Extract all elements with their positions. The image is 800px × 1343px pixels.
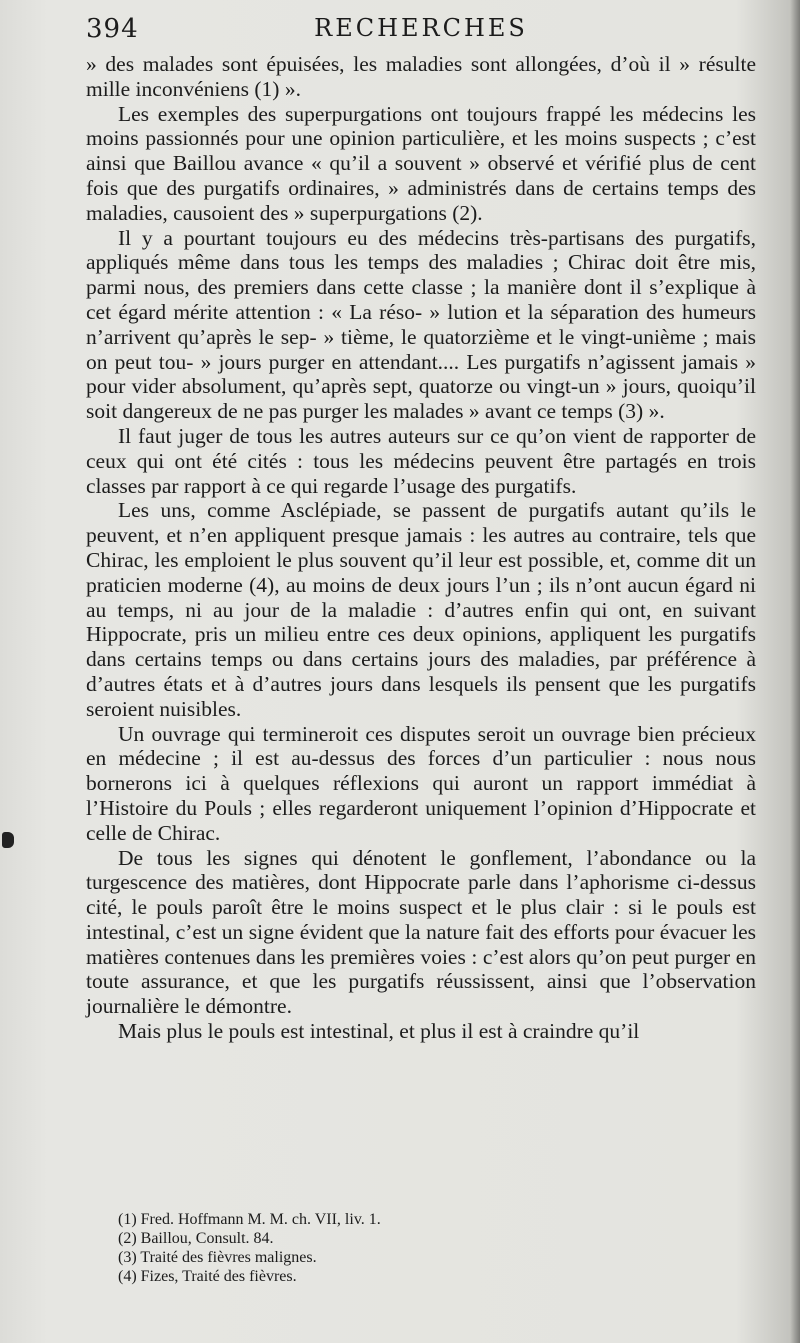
paragraph-4: Il faut juger de tous les autres auteurs sur ce qu’on vient de rapporter de ceux qui ont été cités : tous les médecins peuvent être partagés en trois classes par rapport à ce qui regarde l’usage des purgatifs. [86, 423, 756, 498]
paragraph-6: Un ouvrage qui termineroit ces disputes seroit un ouvrage bien précieux en médecine ; il est au-dessus des forces d’un particulier : nous nous bornerons ici à quelques réflexions qui auront un rapport immédiat à l’Histoire du Pouls ; elles regarderont uniquement l’opinion d’Hippocrate et celle de Chirac. [86, 721, 756, 845]
paragraph-8: Mais plus le pouls est intestinal, et plus il est à craindre qu’il [118, 1019, 640, 1044]
paragraph-2: Les exemples des superpurgations ont toujours frappé les médecins les moins passionnés pour une opinion particulière, et les moins suspects ; c’est ainsi que Baillou avance « qu’il a souvent » observé et vérifié plus de cent fois que des purgatifs ordinaires, » administrés dans de certains temps des maladies, causoient des » superpurgations (2). [86, 101, 756, 225]
footnote-2: (2) Baillou, Consult. 84. [118, 1230, 274, 1247]
margin-ink-mark [2, 832, 14, 848]
footnote-3: (3) Traité des fièvres malignes. [118, 1249, 317, 1266]
footnote-4: (4) Fizes, Traité des fièvres. [118, 1268, 297, 1285]
paragraph-7: De tous les signes qui dénotent le gonflement, l’abondance ou la turgescence des matières, dont Hippocrate parle dans l’aphorisme ci-dessus cité, le pouls paroît être le moins suspect et le plus clair : si le pouls est intestinal, c’est un signe évident que la nature fait des efforts pour évacuer les matières contenues dans les premières voies : c’est alors qu’on peut purger en toute assurance, et que les purgatifs réussissent, ainsi que l’observation journalière le démontre. [86, 845, 756, 1019]
paragraph-5: Les uns, comme Asclépiade, se passent de purgatifs autant qu’ils le peuvent, et n’en appliquent presque jamais : les autres au contraire, tels que Chirac, les emploient le plus souvent qu’il leur est possible, et, comme dit un praticien moderne (4), au moins de deux jours l’un ; ils n’ont aucun égard ni au temps, ni au jour de la maladie : d’autres enfin qui ont, en suivant Hippocrate, pris un milieu entre ces deux opinions, appliquent les purgatifs dans certains temps ou dans certains jours des maladies, par préférence à d’autres états et à d’autres jours dans lesquels ils pensent que les purgatifs seroient nuisibles. [86, 498, 756, 721]
paragraph-3: Il y a pourtant toujours eu des médecins très-partisans des purgatifs, appliqués même dans tous les temps des maladies ; Chirac doit être mis, parmi nous, des premiers dans cette classe ; la manière dont il s’explique à cet égard mérite attention : « La réso- » lution et la séparation des humeurs n’arrivent qu’après le sep- » tième, le quatorzième et le vingt-unième ; mais on peut tou- » jours purger en attendant.... Les purgatifs n’agissent jamais » pour vider absolument, qu’après sept, quatorze ou vingt-un » jours, quoiqu’il soit dangereux de ne pas purger les malades » avant ce temps (3) ». [86, 225, 756, 424]
body-text [86, 52, 756, 1044]
footnote-1: (1) Fred. Hoffmann M. M. ch. VII, liv. 1. [118, 1211, 381, 1228]
paragraph-1: » des malades sont épuisées, les maladies sont allongées, d’où il » résulte mille inconvéniens (1) ». [86, 52, 756, 101]
running-head [86, 8, 756, 48]
header-title: RECHERCHES [314, 14, 528, 42]
page-number: 394 [86, 14, 139, 44]
page-edge-shadow [790, 0, 800, 1343]
footnotes [118, 1210, 718, 1286]
